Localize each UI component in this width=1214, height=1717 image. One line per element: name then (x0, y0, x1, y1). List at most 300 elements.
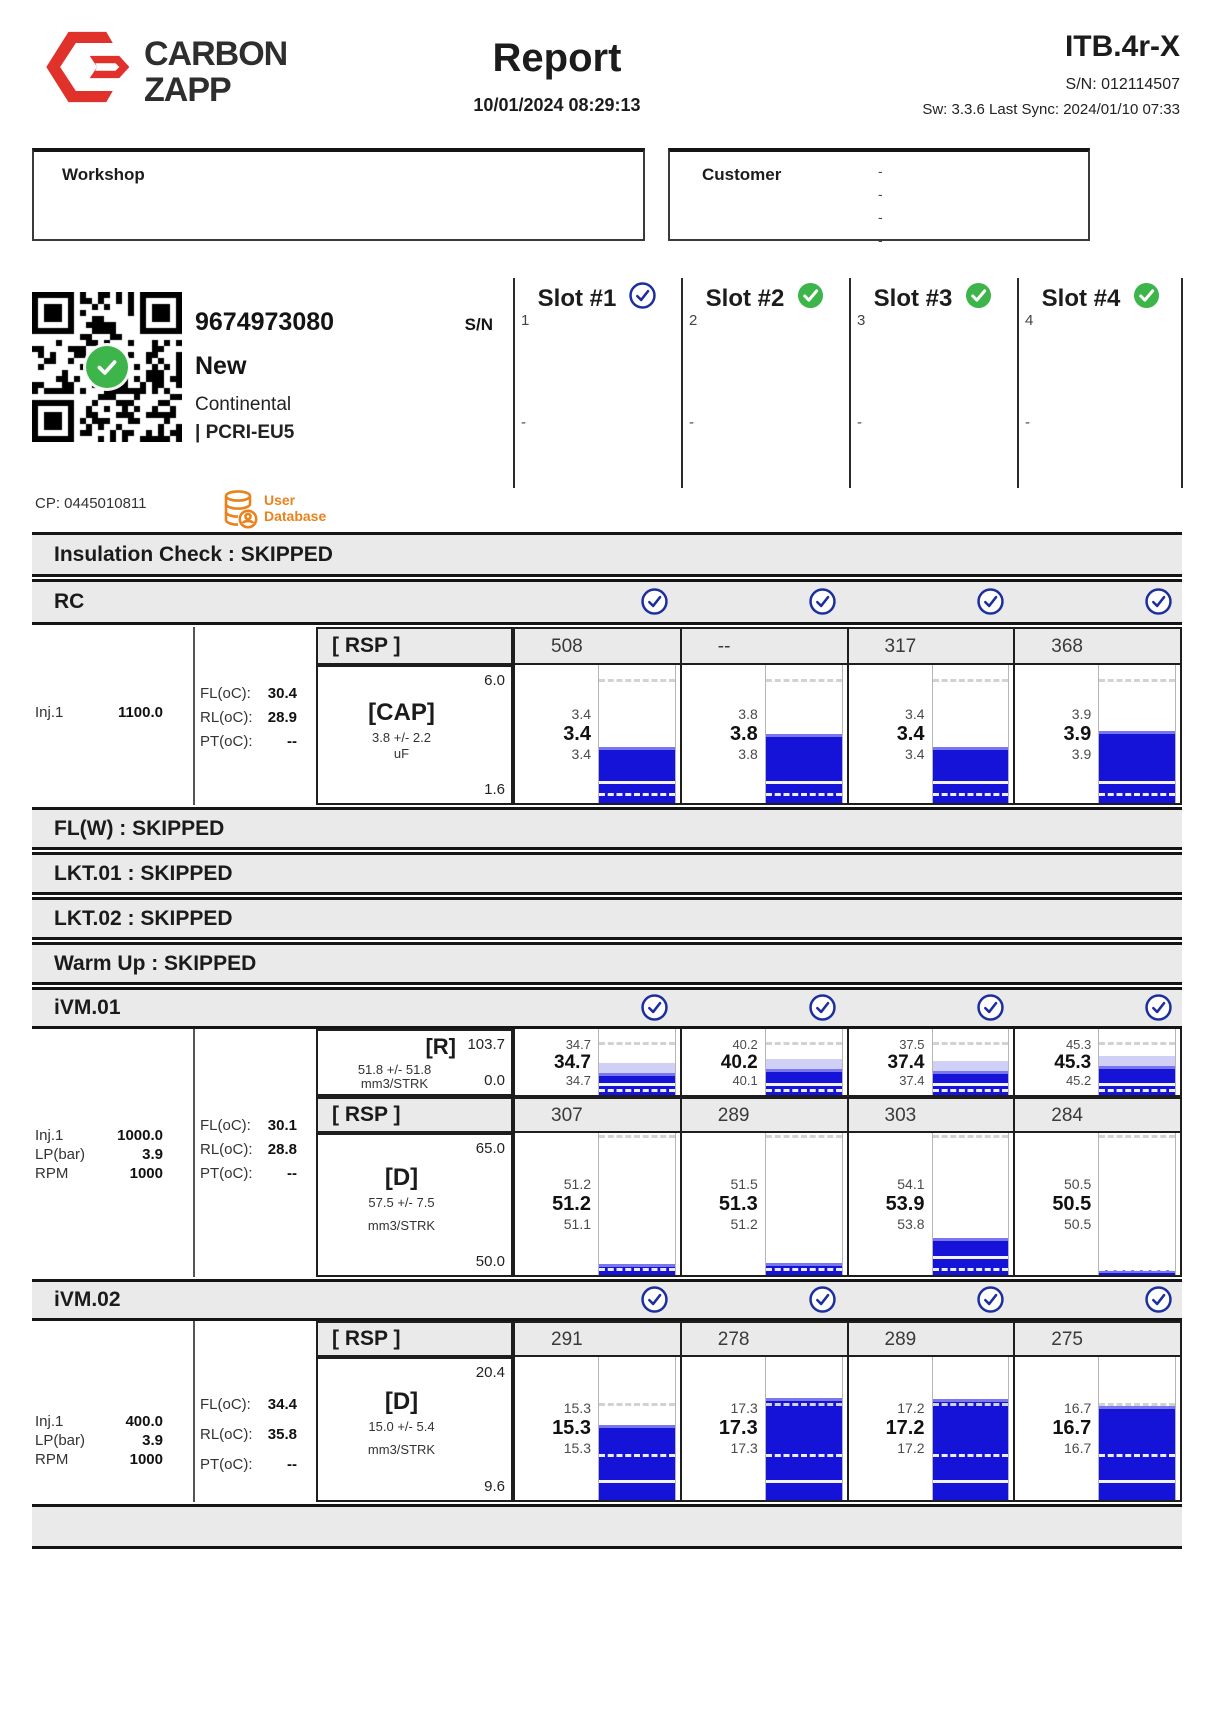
column-separator (193, 627, 195, 805)
measurement-tolerance: 3.8 +/- 2.2 (372, 730, 431, 745)
value-avg: 51.2 (552, 1192, 591, 1215)
value-bar (1099, 1406, 1175, 1500)
value-max: 17.3 (730, 1400, 758, 1416)
slot-number: 4 (1025, 312, 1034, 329)
lower-tolerance-line (933, 1268, 1009, 1271)
rc-rsp-row (513, 627, 1182, 665)
lower-tolerance-line (766, 1089, 842, 1092)
check-done-icon (809, 994, 836, 1021)
measurement-name: [R] (425, 1034, 456, 1059)
slot-check-3 (977, 994, 1004, 1021)
upper-tolerance-line (933, 679, 1009, 682)
average-line (766, 1083, 842, 1086)
upper-tolerance-line (766, 679, 842, 682)
section-insulation-check (32, 532, 1182, 577)
param-value: 3.9 (142, 1146, 163, 1163)
measurement-values (849, 665, 932, 803)
param-row (35, 1450, 163, 1469)
value-avg: 37.4 (887, 1051, 925, 1073)
param-value: -- (287, 1165, 297, 1182)
section-title: FL(W) : SKIPPED (54, 816, 225, 840)
slot-header-4 (1017, 282, 1185, 316)
value-halo (1099, 1056, 1175, 1066)
injector-serial-label: S/N (464, 315, 493, 334)
lower-tolerance-line (1099, 1089, 1175, 1092)
measurement-bar-chart (598, 1029, 676, 1095)
value-max: 37.5 (899, 1036, 925, 1052)
average-line (933, 1256, 1009, 1259)
param-value: 28.9 (267, 709, 297, 726)
rsp-value-cell (680, 629, 847, 663)
value-min: 51.2 (730, 1215, 758, 1232)
measurement-values (682, 1357, 765, 1500)
section-lkt02 (32, 897, 1182, 940)
param-row (35, 1145, 163, 1164)
lower-tolerance-line (1099, 1454, 1175, 1457)
measurement-unit: mm3/STRK (367, 1442, 436, 1457)
check-passed-icon (965, 282, 992, 309)
rsp-value: 289 (884, 1328, 917, 1350)
check-done-icon (977, 1286, 1004, 1313)
lower-tolerance-line (933, 1454, 1009, 1457)
measurement-bar-chart (765, 665, 843, 803)
value-max: 51.2 (563, 1175, 591, 1192)
rsp-value: 284 (1051, 1104, 1083, 1126)
axis-max: 20.4 (475, 1364, 505, 1381)
value-min: 17.2 (897, 1440, 925, 1456)
value-avg: 16.7 (1052, 1417, 1092, 1439)
lower-tolerance-line (599, 1268, 675, 1271)
param-row (200, 1420, 297, 1450)
device-serial: S/N: 012114507 (1065, 76, 1180, 93)
measurement-cell (1013, 665, 1182, 803)
lower-tolerance-line (599, 1454, 675, 1457)
average-line (766, 1480, 842, 1483)
value-max: 51.5 (730, 1175, 758, 1192)
customer-detail-dashes (878, 160, 883, 252)
injector-brand: Continental (195, 394, 292, 415)
measurement-bar-chart (1098, 1357, 1176, 1500)
value-avg: 45.3 (1054, 1051, 1092, 1073)
measurement-cell (513, 1133, 680, 1275)
measurement-tolerance: 51.8 +/- 51.8 (357, 1062, 432, 1077)
rsp-value: 275 (1051, 1328, 1083, 1350)
section-ivm02-header (32, 1279, 1182, 1321)
slot-header-2 (681, 282, 849, 316)
value-max: 17.2 (897, 1400, 925, 1416)
value-avg: 3.8 (729, 722, 758, 745)
upper-tolerance-line (1099, 1042, 1175, 1045)
section-title: RC (54, 590, 85, 613)
value-max: 45.3 (1065, 1036, 1092, 1052)
rsp-label: [ RSP ] (332, 1327, 401, 1350)
average-line (1099, 1256, 1175, 1259)
measurement-values (515, 1133, 598, 1275)
average-line (933, 1480, 1009, 1483)
value-min: 53.8 (897, 1215, 925, 1232)
rsp-value-cell (680, 1099, 847, 1131)
measurement-cell (847, 665, 1014, 803)
measurement-tolerance: 57.5 +/- 7.5 (368, 1194, 435, 1210)
lower-tolerance-line (766, 1454, 842, 1457)
measurement-bar-chart (1098, 665, 1176, 803)
measurement-unit: mm3/STRK (367, 1217, 436, 1233)
measurement-bar-chart (598, 1133, 676, 1275)
value-min: 37.4 (899, 1072, 925, 1088)
param-row (200, 1114, 297, 1138)
average-line (933, 781, 1009, 784)
rsp-value-cell (1013, 629, 1182, 663)
slot-dash: - (521, 414, 526, 431)
ivm01-temperatures (200, 1114, 297, 1186)
value-bar (1099, 1270, 1175, 1275)
ivm01-r-chart-row (513, 1029, 1182, 1097)
lower-tolerance-line (599, 793, 675, 796)
slot-number: 2 (689, 312, 698, 329)
measurement-values (515, 665, 598, 803)
slot-dash: - (689, 414, 694, 431)
value-max: 15.3 (563, 1400, 591, 1416)
value-min: 3.8 (738, 745, 758, 762)
rc-injector-params (35, 703, 163, 722)
ivm01-rsp-row (513, 1097, 1182, 1133)
param-label: FL(oC): (200, 1396, 251, 1413)
report-datetime: 10/01/2024 08:29:13 (473, 95, 641, 115)
customer-dash: - (878, 209, 883, 225)
measurement-cell (847, 1133, 1014, 1275)
param-value: 34.4 (267, 1396, 297, 1413)
param-value: 28.8 (267, 1141, 297, 1158)
ivm02-rsp-row (513, 1321, 1182, 1357)
column-separator (193, 1321, 195, 1502)
check-done-icon (641, 1286, 668, 1313)
ivm02-d-chart-row (513, 1357, 1182, 1502)
ivm01-d-chart-row (513, 1133, 1182, 1277)
measurement-bar-chart (932, 665, 1010, 803)
measurement-values (849, 1029, 932, 1095)
check-done-icon (1145, 1286, 1172, 1313)
upper-tolerance-line (599, 1042, 675, 1045)
param-row (200, 1162, 297, 1186)
param-value: -- (287, 733, 297, 750)
rsp-value: 303 (884, 1104, 917, 1126)
param-label: RPM (35, 1451, 69, 1468)
param-row (35, 1164, 163, 1183)
slot-check-1 (641, 1286, 668, 1313)
measurement-values (1015, 1133, 1098, 1275)
slot-header-label: Slot #4 (1041, 285, 1121, 312)
measurement-unit: uF (393, 746, 410, 761)
param-value: 400.0 (125, 1413, 163, 1430)
upper-tolerance-line (933, 1403, 1009, 1406)
measurement-cell (680, 1133, 847, 1275)
rsp-value-cell (1013, 1323, 1182, 1355)
qr-check-badge (86, 346, 128, 388)
rsp-label: [ RSP ] (332, 1103, 401, 1126)
section-ivm01-header (32, 987, 1182, 1029)
measurement-values (849, 1133, 932, 1275)
value-avg: 15.3 (552, 1417, 591, 1439)
ivm02-temperatures (200, 1390, 297, 1480)
upper-tolerance-line (933, 1042, 1009, 1045)
measurement-bar-chart (598, 665, 676, 803)
upper-tolerance-line (766, 1135, 842, 1138)
measurement-bar-chart (765, 1357, 843, 1500)
value-max: 16.7 (1064, 1400, 1092, 1416)
column-separator (193, 1029, 195, 1277)
ivm01-injector-params (35, 1126, 163, 1183)
param-value: 30.4 (267, 685, 297, 702)
value-min: 17.3 (730, 1440, 758, 1456)
average-line (766, 781, 842, 784)
value-avg: 51.3 (718, 1192, 758, 1215)
measurement-cell (1013, 1357, 1182, 1500)
param-label: LP(bar) (35, 1146, 86, 1163)
value-min: 3.4 (571, 745, 591, 762)
upper-tolerance-line (599, 1135, 675, 1138)
rsp-value: 317 (884, 635, 917, 657)
param-label: RPM (35, 1165, 69, 1182)
param-label: FL(oC): (200, 1117, 251, 1134)
customer-label: Customer (702, 165, 782, 184)
param-label: LP(bar) (35, 1432, 86, 1449)
measurement-bar-chart (765, 1029, 843, 1095)
axis-min: 50.0 (475, 1253, 505, 1270)
measurement-cell (847, 1357, 1014, 1500)
section-rc-header (32, 579, 1182, 625)
slot-check-1 (641, 994, 668, 1021)
average-line (766, 1256, 842, 1259)
value-avg: 40.2 (720, 1051, 758, 1073)
measurement-cell (680, 665, 847, 803)
rsp-value-cell (847, 629, 1014, 663)
check-done-icon (977, 588, 1004, 615)
value-avg: 17.2 (885, 1417, 925, 1439)
footer-band (32, 1504, 1182, 1549)
measurement-cell (1013, 1133, 1182, 1275)
param-row (200, 1450, 297, 1480)
user-database-icon (222, 489, 258, 529)
average-line (599, 1083, 675, 1086)
injector-serial-value: 9674973080 (195, 308, 335, 336)
measurement-bar-chart (932, 1029, 1010, 1095)
section-title: iVM.01 (54, 996, 121, 1019)
param-row (200, 706, 297, 730)
ivm02-d-label-box (316, 1357, 513, 1502)
check-done-icon (977, 994, 1004, 1021)
check-passed-icon (1133, 282, 1160, 309)
value-min: 40.1 (732, 1072, 758, 1088)
check-done-icon (809, 588, 836, 615)
value-min: 34.7 (565, 1072, 591, 1088)
param-label: Inj.1 (35, 1127, 64, 1144)
rsp-value-cell (847, 1323, 1014, 1355)
lower-tolerance-line (1099, 793, 1175, 796)
measurement-bar-chart (932, 1357, 1010, 1500)
average-line (599, 1256, 675, 1259)
check-done-icon (629, 282, 656, 309)
ivm02-injector-params (35, 1412, 163, 1469)
value-max: 40.2 (732, 1036, 758, 1052)
user-database-label-2: Database (264, 508, 327, 524)
check-done-icon (641, 588, 668, 615)
injector-cp-number: CP: 0445010811 (35, 495, 147, 512)
param-label: PT(oC): (200, 1165, 253, 1182)
slot-check-1 (641, 588, 668, 615)
slot-check-3 (977, 588, 1004, 615)
upper-tolerance-line (933, 1135, 1009, 1138)
measurement-bar-chart (1098, 1029, 1176, 1095)
measurement-name: [CAP] (368, 699, 435, 726)
section-title: iVM.02 (54, 1288, 121, 1311)
lower-tolerance-line (1099, 1268, 1175, 1271)
check-icon (94, 354, 120, 380)
axis-max: 103.7 (467, 1036, 505, 1053)
measurement-bar-chart (932, 1133, 1010, 1275)
axis-min: 0.0 (484, 1072, 505, 1089)
param-row (200, 682, 297, 706)
section-title: Insulation Check : SKIPPED (54, 542, 333, 566)
value-min: 15.3 (563, 1440, 591, 1456)
section-title: Warm Up : SKIPPED (54, 951, 257, 975)
measurement-values (682, 1029, 765, 1095)
customer-dash: - (878, 163, 883, 179)
section-warmup (32, 942, 1182, 985)
param-value: 1100.0 (117, 704, 163, 721)
value-min: 50.5 (1064, 1215, 1092, 1232)
customer-dash: - (878, 186, 883, 202)
measurement-cell (847, 1029, 1014, 1095)
param-label: PT(oC): (200, 1456, 253, 1473)
axis-min: 9.6 (484, 1478, 505, 1495)
measurement-values (1015, 665, 1098, 803)
rsp-value: 508 (551, 635, 583, 657)
axis-min: 1.6 (484, 781, 505, 798)
rsp-value: 291 (551, 1328, 583, 1350)
param-row (200, 730, 297, 754)
workshop-label: Workshop (62, 165, 145, 184)
param-label: Inj.1 (35, 1413, 64, 1430)
value-max: 3.4 (571, 705, 591, 722)
rsp-value: 289 (717, 1104, 750, 1126)
measurement-values (682, 1133, 765, 1275)
param-row (35, 703, 163, 722)
value-min: 45.2 (1065, 1072, 1092, 1088)
rc-temperatures (200, 682, 297, 754)
customer-dash: - (878, 232, 883, 248)
average-line (599, 1480, 675, 1483)
param-row (200, 1390, 297, 1420)
value-avg: 3.4 (896, 722, 925, 745)
measurement-values (1015, 1357, 1098, 1500)
measurement-tolerance: 15.0 +/- 5.4 (368, 1419, 435, 1434)
measurement-bar-chart (765, 1133, 843, 1275)
measurement-cell (1013, 1029, 1182, 1095)
slot-dash: - (857, 414, 862, 431)
upper-tolerance-line (1099, 679, 1175, 682)
value-avg: 3.4 (563, 722, 591, 745)
upper-tolerance-line (1099, 1135, 1175, 1138)
measurement-cell (680, 1357, 847, 1500)
check-done-icon (641, 994, 668, 1021)
param-row (200, 1138, 297, 1162)
value-halo (599, 1063, 675, 1073)
measurement-cell (513, 665, 680, 803)
rc-chart-row (513, 665, 1182, 805)
measurement-bar-chart (1098, 1133, 1176, 1275)
upper-tolerance-line (599, 679, 675, 682)
param-label: PT(oC): (200, 733, 253, 750)
param-row (35, 1431, 163, 1450)
upper-tolerance-line (1099, 1403, 1175, 1406)
value-bar (933, 1399, 1009, 1500)
value-min: 51.1 (563, 1215, 591, 1232)
value-avg: 17.3 (718, 1417, 758, 1439)
section-title: LKT.02 : SKIPPED (54, 906, 233, 930)
slot-check-4 (1145, 1286, 1172, 1313)
value-avg: 50.5 (1052, 1192, 1092, 1215)
slot-header-label: Slot #2 (705, 285, 785, 312)
slot-check-2 (809, 994, 836, 1021)
rsp-value: -- (717, 635, 731, 657)
measurement-values (515, 1357, 598, 1500)
slot-check-4 (1145, 588, 1172, 615)
param-label: Inj.1 (35, 704, 64, 721)
value-max: 3.8 (738, 705, 758, 722)
check-done-icon (1145, 994, 1172, 1021)
rsp-value-cell (847, 1099, 1014, 1131)
page-title: Report (492, 36, 622, 80)
slot-header-label: Slot #1 (537, 285, 617, 312)
value-halo (933, 1061, 1009, 1071)
slot-dash: - (1025, 414, 1030, 431)
check-passed-icon (797, 282, 824, 309)
value-max: 34.7 (565, 1036, 591, 1052)
lower-tolerance-line (599, 1089, 675, 1092)
section-flw (32, 807, 1182, 850)
measurement-name: [D] (384, 1163, 419, 1191)
injector-model: | PCRI-EU5 (195, 422, 295, 443)
lower-tolerance-line (933, 1089, 1009, 1092)
param-value: 1000.0 (117, 1127, 163, 1144)
param-value: 35.8 (267, 1426, 297, 1443)
axis-max: 65.0 (475, 1140, 505, 1157)
average-line (1099, 1480, 1175, 1483)
value-bar (766, 1398, 842, 1500)
upper-tolerance-line (599, 1403, 675, 1406)
value-bar (599, 1425, 675, 1500)
slot-header-label: Slot #3 (873, 285, 953, 312)
rsp-value: 307 (551, 1104, 583, 1126)
average-line (933, 1083, 1009, 1086)
measurement-values (682, 665, 765, 803)
check-done-icon (809, 1286, 836, 1313)
param-value: 1000 (129, 1165, 163, 1182)
value-min: 16.7 (1064, 1440, 1092, 1456)
value-avg: 53.9 (885, 1192, 925, 1215)
upper-tolerance-line (766, 1403, 842, 1406)
rsp-value-cell (513, 1323, 680, 1355)
value-max: 3.9 (1071, 705, 1092, 722)
average-line (1099, 1083, 1175, 1086)
value-avg: 3.9 (1063, 722, 1092, 745)
param-label: RL(oC): (200, 1426, 253, 1443)
axis-max: 6.0 (484, 672, 505, 689)
carbon-zapp-logo-icon (38, 26, 134, 108)
lower-tolerance-line (933, 793, 1009, 796)
rc-cap-label-box (316, 665, 513, 805)
rsp-value-cell (513, 629, 680, 663)
